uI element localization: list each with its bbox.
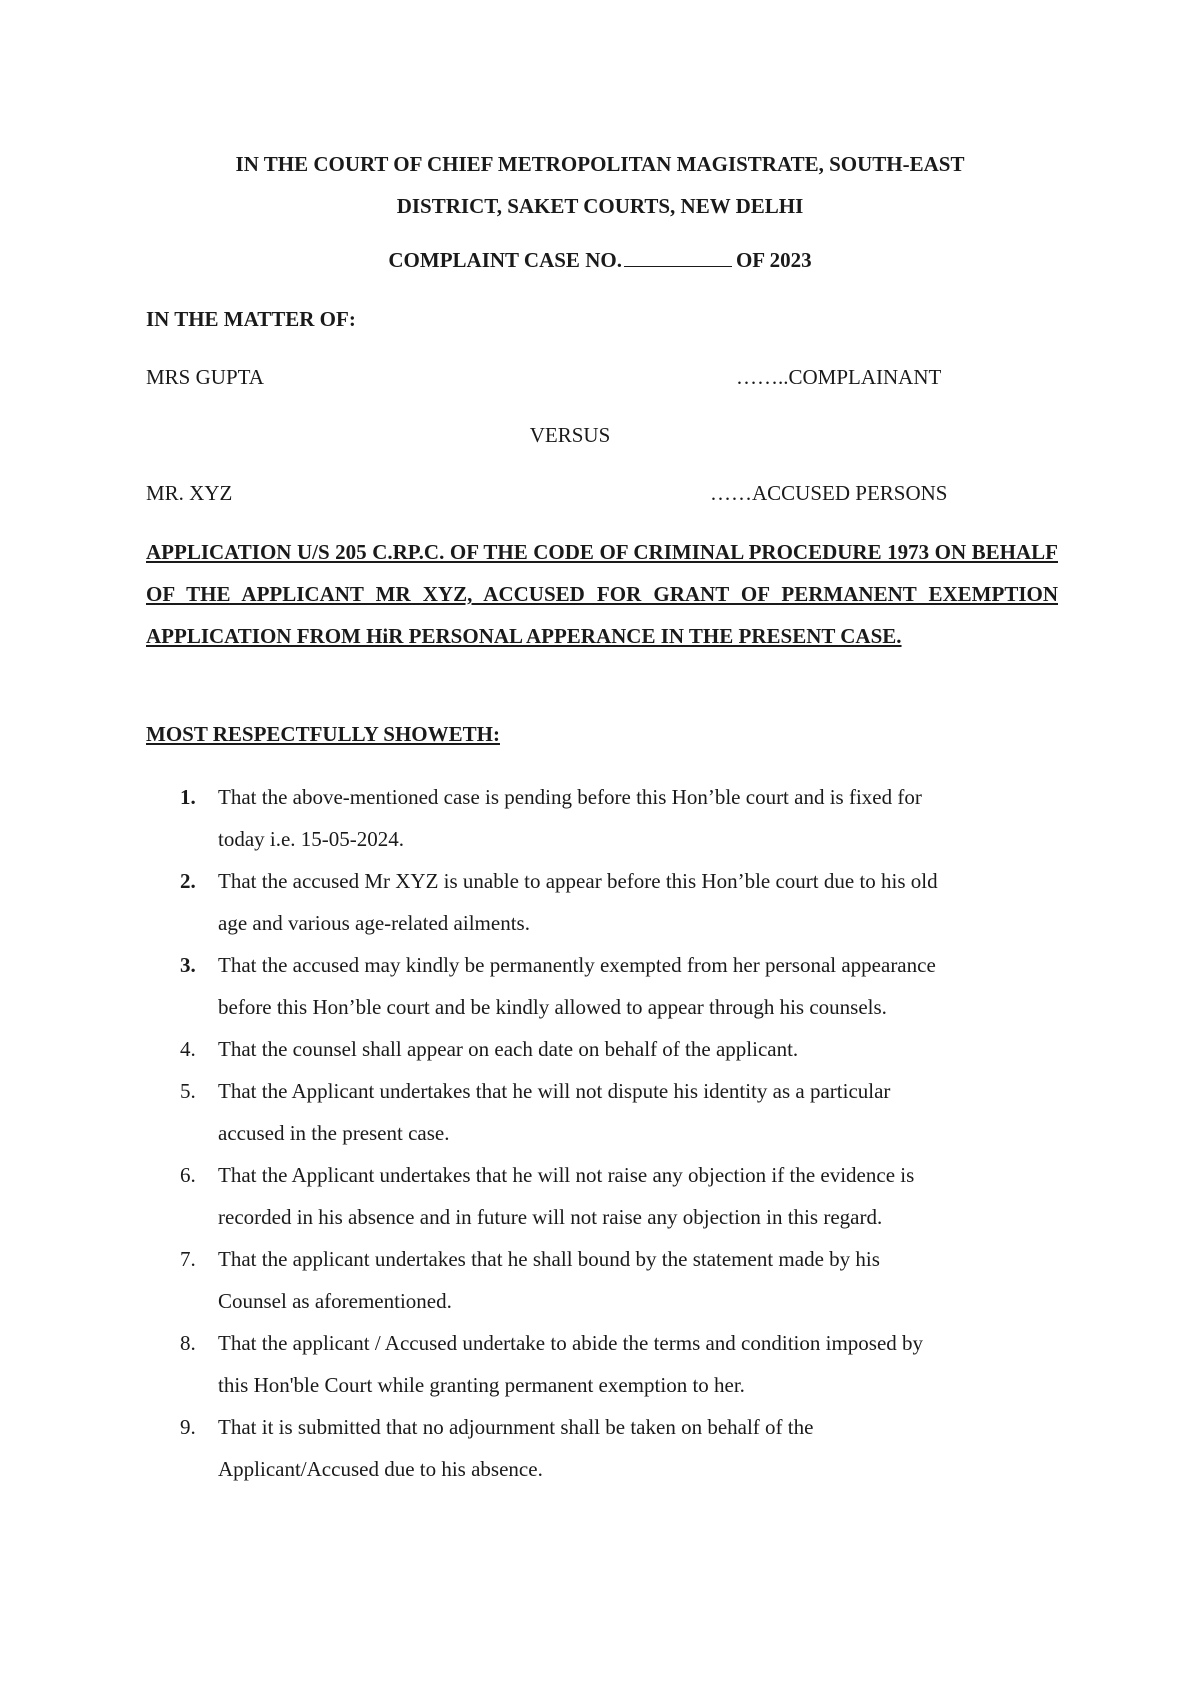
point-number: 5. [180, 1079, 196, 1103]
court-title-line-1: IN THE COURT OF CHIEF METROPOLITAN MAGISTRATE, SOUTH-EAST [235, 152, 965, 176]
point-number: 7. [180, 1247, 196, 1271]
point-line-1: That the accused Mr XYZ is unable to appear before this Hon’ble court due to his old [218, 869, 938, 893]
point-line-1: That the Applicant undertakes that he will not raise any objection if the evidence is [218, 1163, 915, 1187]
complainant-role: ……..COMPLAINANT [736, 365, 942, 389]
point-number: 6. [180, 1163, 196, 1187]
case-number-prefix: COMPLAINT CASE NO. [388, 248, 622, 272]
point-number: 9. [180, 1415, 196, 1439]
point-line-1: That it is submitted that no adjournment shall be taken on behalf of the [218, 1415, 814, 1439]
point-number: 2. [180, 869, 196, 893]
point-number: 4. [180, 1037, 196, 1061]
point-number: 1. [180, 785, 196, 809]
point-line-1: That the above-mentioned case is pending before this Hon’ble court and is fixed for [218, 785, 922, 809]
accused-name: MR. XYZ [146, 481, 233, 505]
case-number-line [150, 245, 1050, 275]
matter-heading: IN THE MATTER OF: [146, 307, 356, 331]
point-line-1: That the applicant / Accused undertake to abide the terms and condition imposed by [218, 1331, 924, 1355]
court-title [150, 143, 1050, 227]
points-list [146, 776, 1066, 1490]
point-line-2: accused in the present case. [218, 1121, 450, 1145]
list-item [146, 776, 1066, 860]
point-line-2: Applicant/Accused due to his absence. [218, 1457, 543, 1481]
point-number: 8. [180, 1331, 196, 1355]
point-line-2: age and various age-related ailments. [218, 911, 530, 935]
list-item [146, 1322, 1066, 1406]
list-item [146, 1406, 1066, 1490]
point-number: 3. [180, 953, 196, 977]
point-line-2: Counsel as aforementioned. [218, 1289, 452, 1313]
point-line-1: That the Applicant undertakes that he will not dispute his identity as a particular [218, 1079, 891, 1103]
point-line-2: today i.e. 15-05-2024. [218, 827, 405, 851]
showeth-heading: MOST RESPECTFULLY SHOWETH: [146, 722, 500, 746]
point-line-1: That the applicant undertakes that he shall bound by the statement made by his [218, 1247, 880, 1271]
versus-label: VERSUS [529, 423, 611, 447]
point-line-2: before this Hon’ble court and be kindly allowed to appear through his counsels. [218, 995, 887, 1019]
case-number-suffix: OF 2023 [735, 248, 812, 272]
point-line-2: recorded in his absence and in future will not raise any objection in this regard. [218, 1205, 883, 1229]
list-item [146, 1154, 1066, 1238]
application-title: APPLICATION U/S 205 C.RP.C. OF THE CODE OF CRIMINAL PROCEDURE 1973 ON BEHALF OF THE APPLICANT MR XYZ, ACCUSED FOR GRANT OF PERMANENT EXEMPTION APPLICATION FROM HiR PERSONAL APPERANCE IN THE PRESENT CASE. [146, 540, 1058, 648]
list-item [146, 944, 1066, 1028]
point-line-1: That the accused may kindly be permanently exempted from her personal appearance [218, 953, 936, 977]
point-line-2: this Hon'ble Court while granting permanent exemption to her. [218, 1373, 745, 1397]
accused-role: ……ACCUSED PERSONS [710, 481, 948, 505]
list-item [146, 1238, 1066, 1322]
point-line-1: That the counsel shall appear on each date on behalf of the applicant. [218, 1037, 799, 1061]
list-item [146, 1028, 1066, 1070]
complainant-name: MRS GUPTA [146, 365, 264, 389]
list-item [146, 860, 1066, 944]
court-title-line-2: DISTRICT, SAKET COURTS, NEW DELHI [396, 194, 804, 218]
case-number-blank [624, 248, 732, 267]
list-item [146, 1070, 1066, 1154]
